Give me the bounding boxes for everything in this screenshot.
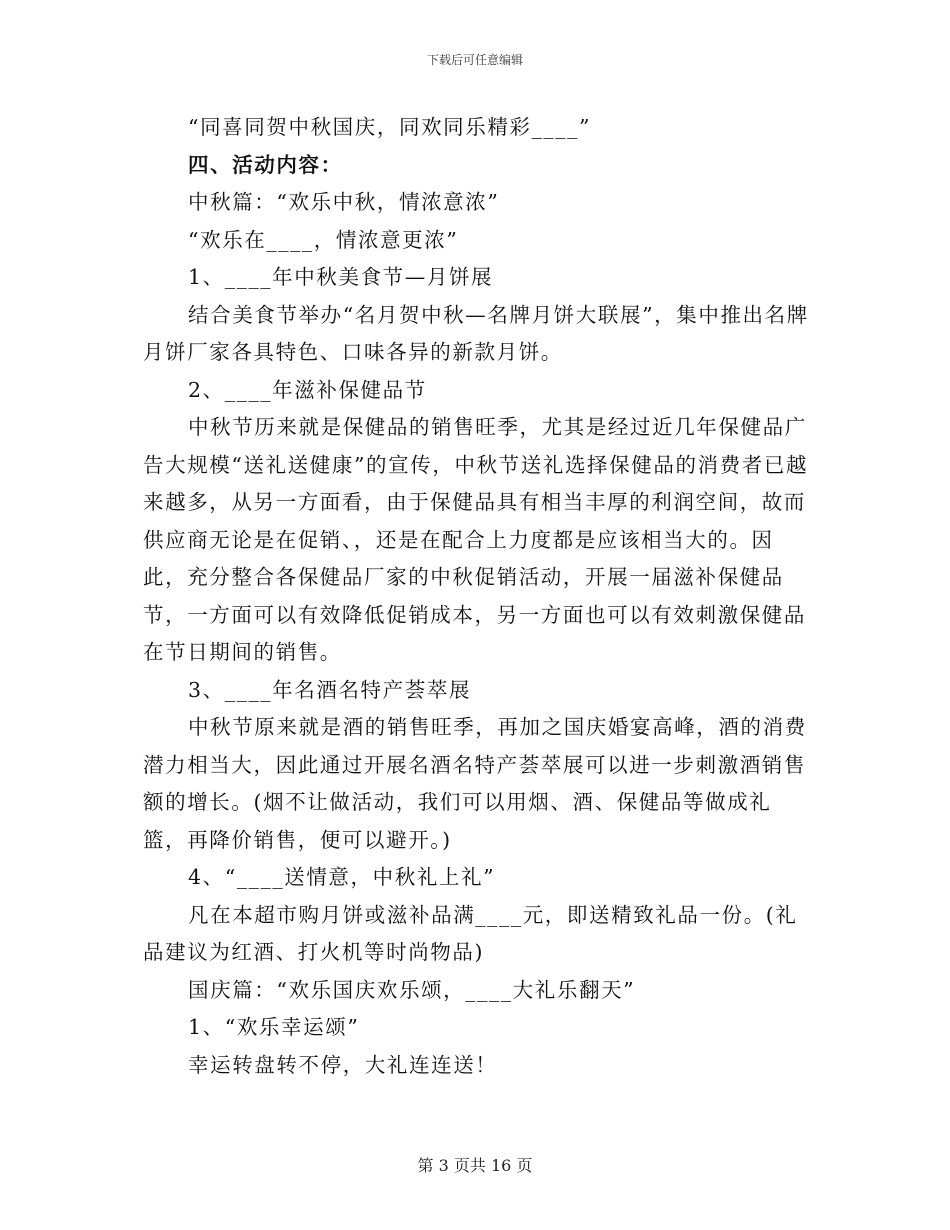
list-item-heading: 1、____年中秋美食节—月饼展	[188, 265, 494, 289]
paragraph: 中秋篇：“欢乐中秋，情浓意浓”	[188, 190, 500, 214]
paragraph: 国庆篇：“欢乐国庆欢乐颂，____大礼乐翻天”	[188, 977, 636, 1002]
paragraph: “欢乐在____，情浓意更浓”	[188, 227, 459, 252]
paragraph: “同喜同贺中秋国庆，同欢同乐精彩____”	[188, 115, 592, 139]
section-heading: 四、活动内容：	[188, 152, 343, 177]
page-header: 下载后可任意编辑	[426, 53, 523, 67]
paragraph: 中秋节历来就是保健品的销售旺季，尤其是经过近几年保健品广告大规模“送礼送健康”的宣传，中秋节送礼选择保健品的消费者已越来越多，从另一方面看，由于保健品具有相当丰厚的利润空间，故而供应商无论是在促销、，还是在配合上力度都是应该相当大的。因此，充分整合各保健品厂家的中秋促销活动，开展一届滋补保健品节，一方面可以有效降低促销成本，另一方面也可以有效刺激保健品在节日期间的销售。	[143, 415, 809, 664]
list-item-heading: 4、“____送情意，中秋礼上礼”	[188, 865, 496, 889]
list-item-heading: 1、“欢乐幸运颂”	[188, 1015, 360, 1039]
list-item-heading: 3、____年名酒名特产荟萃展	[188, 677, 472, 702]
document-body	[143, 109, 810, 1084]
paragraph: 中秋节原来就是酒的销售旺季，再加之国庆婚宴高峰，酒的消费潜力相当大，因此通过开展名酒名特产荟萃展可以进一步刺激酒销售额的增长。(烟不让做活动，我们可以用烟、酒、保健品等做成礼篮，再降价销售，便可以避开。)	[143, 715, 807, 852]
page-footer: 第 3 页共 16 页	[417, 1156, 533, 1175]
paragraph: 幸运转盘转不停，大礼连连送！	[188, 1052, 498, 1077]
paragraph: 凡在本超市购月饼或滋补品满____元，即送精致礼品一份。(礼品建议为红酒、打火机等时尚物品)	[143, 902, 798, 964]
list-item-heading: 2、____年滋补保健品节	[188, 377, 427, 402]
paragraph: 结合美食节举办“名月贺中秋—名牌月饼大联展”，集中推出名牌月饼厂家各具特色、口味各异的新款月饼。	[143, 302, 809, 364]
